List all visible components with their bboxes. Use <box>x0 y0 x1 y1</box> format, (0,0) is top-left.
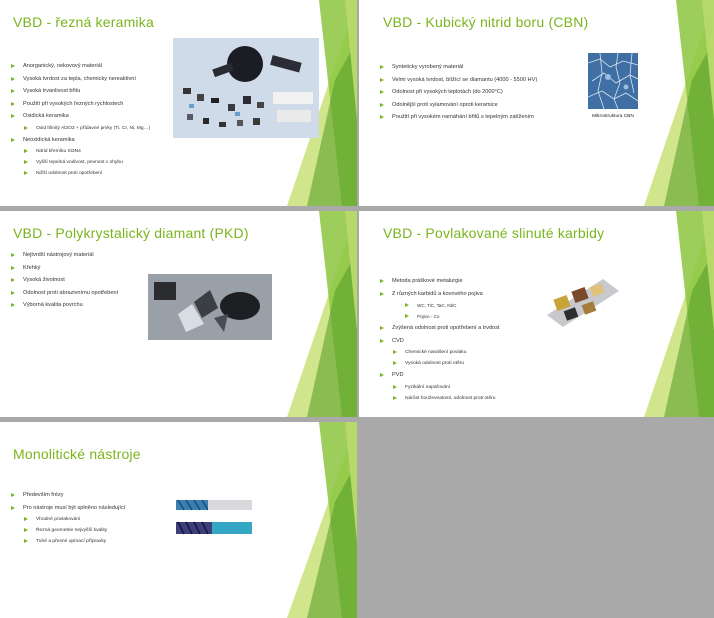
cbn-microstructure-image <box>588 53 638 109</box>
slide-cbn[interactable] <box>359 0 714 206</box>
bullet-item: Vhodné povlakování <box>10 514 125 525</box>
bullet-item: Použití při vysokých řezných rychlostech <box>10 98 150 111</box>
bullet-item: Odolnost při vysokých teplotách (do 2000°C) <box>379 86 537 99</box>
bullet-item: Metoda práškové metalurgie <box>379 275 500 288</box>
end-mill-tools-image <box>172 496 254 538</box>
bullet-item: Pro nástroje musí být splněno následující <box>10 502 125 515</box>
bullet-item: Anorganický, nekovový materiál <box>10 60 150 73</box>
pcd-inserts-photo <box>148 274 272 340</box>
bullet-list <box>10 489 125 547</box>
bullet-item: Především frézy <box>10 489 125 502</box>
coated-inserts-photo <box>543 271 621 327</box>
ceramic-inserts-photo <box>173 38 319 138</box>
bullet-item: Odolnější proti vylamování oproti keramice <box>379 99 537 112</box>
bullet-item: Fyzikální napařování <box>379 382 500 393</box>
bullet-item: WC, TiC, TaC, NbC <box>379 300 500 311</box>
bullet-item: Oxidická keramika <box>10 110 150 123</box>
bullet-list <box>10 249 118 312</box>
bullet-list <box>379 275 500 404</box>
bullet-item: CVD <box>379 335 500 348</box>
bullet-item: Velmi vysoká tvrdost, blížící se diamantu (4000 - 5500 HV) <box>379 74 537 87</box>
image-caption: Mikrostruktura CBN <box>592 114 634 119</box>
bullet-item: Křehký <box>10 262 118 275</box>
slide-title: VBD - Kubický nitrid boru (CBN) <box>383 14 589 30</box>
slide-solid-tools[interactable] <box>0 422 357 618</box>
slide-pcd[interactable] <box>0 211 357 417</box>
slide-title: Monolitické nástroje <box>13 446 141 462</box>
bullet-item: Nárůst houževnatosti, odolnost proti otěru <box>379 393 500 404</box>
bullet-item: Vysoká tvrdost za tepla, chemicky nereaktivní <box>10 73 150 86</box>
bullet-item: Vyšší tepelná vodivost, pevnost v ohybu <box>10 157 150 168</box>
bullet-item: Odolnost proti abrazivnímu opotřebení <box>10 287 118 300</box>
slide-ceramics[interactable] <box>0 0 357 206</box>
bullet-item: Vysoká trvanlivost břitu <box>10 85 150 98</box>
bullet-item: Zvýšená odolnost proti opotřebení a trvdost <box>379 322 500 335</box>
bullet-item: Z různých karbidů a kovového pojiva <box>379 288 500 301</box>
green-decoration <box>247 422 357 618</box>
bullet-item: Použití při vysokém namáhání břitů s tepelným zatížením <box>379 111 537 124</box>
bullet-item: Vysoká odolnost proti otěru <box>379 358 500 369</box>
bullet-item: Řezná geometrie nejvyšší kvality <box>10 525 125 536</box>
bullet-item: PVD <box>379 369 500 382</box>
bullet-item: Oxid hlinitý Al2O3 + přídavné prvky (Ti, Cr, Ni, Mg…) <box>10 123 150 134</box>
bullet-item: Synteticky vyrobený materiál <box>379 61 537 74</box>
bullet-item: Neoxidická keramika <box>10 134 150 147</box>
bullet-item: Nejtvrdší nástrojový materiál <box>10 249 118 262</box>
bullet-item: Chemické nanášení povlaku <box>379 347 500 358</box>
slide-title: VBD - Polykrystalický diamant (PKD) <box>13 225 249 241</box>
slide-title: VBD - Povlakované slinuté karbidy <box>383 225 605 241</box>
slide-coated-carbides[interactable] <box>359 211 714 417</box>
bullet-item: Nižší odolnost proti opotřebení <box>10 168 150 179</box>
bullet-item: Nitrid křemíku Si3N4 <box>10 146 150 157</box>
bullet-list <box>379 61 537 124</box>
bullet-item: Vysoká životnost <box>10 274 118 287</box>
bullet-item: Tuhé a přesné upínací přípravky <box>10 536 125 547</box>
bullet-item: Pojivo - Co <box>379 311 500 322</box>
bullet-list <box>10 60 150 179</box>
bullet-item: Výborná kvalita povrchu <box>10 299 118 312</box>
slide-title: VBD - řezná keramika <box>13 14 154 30</box>
